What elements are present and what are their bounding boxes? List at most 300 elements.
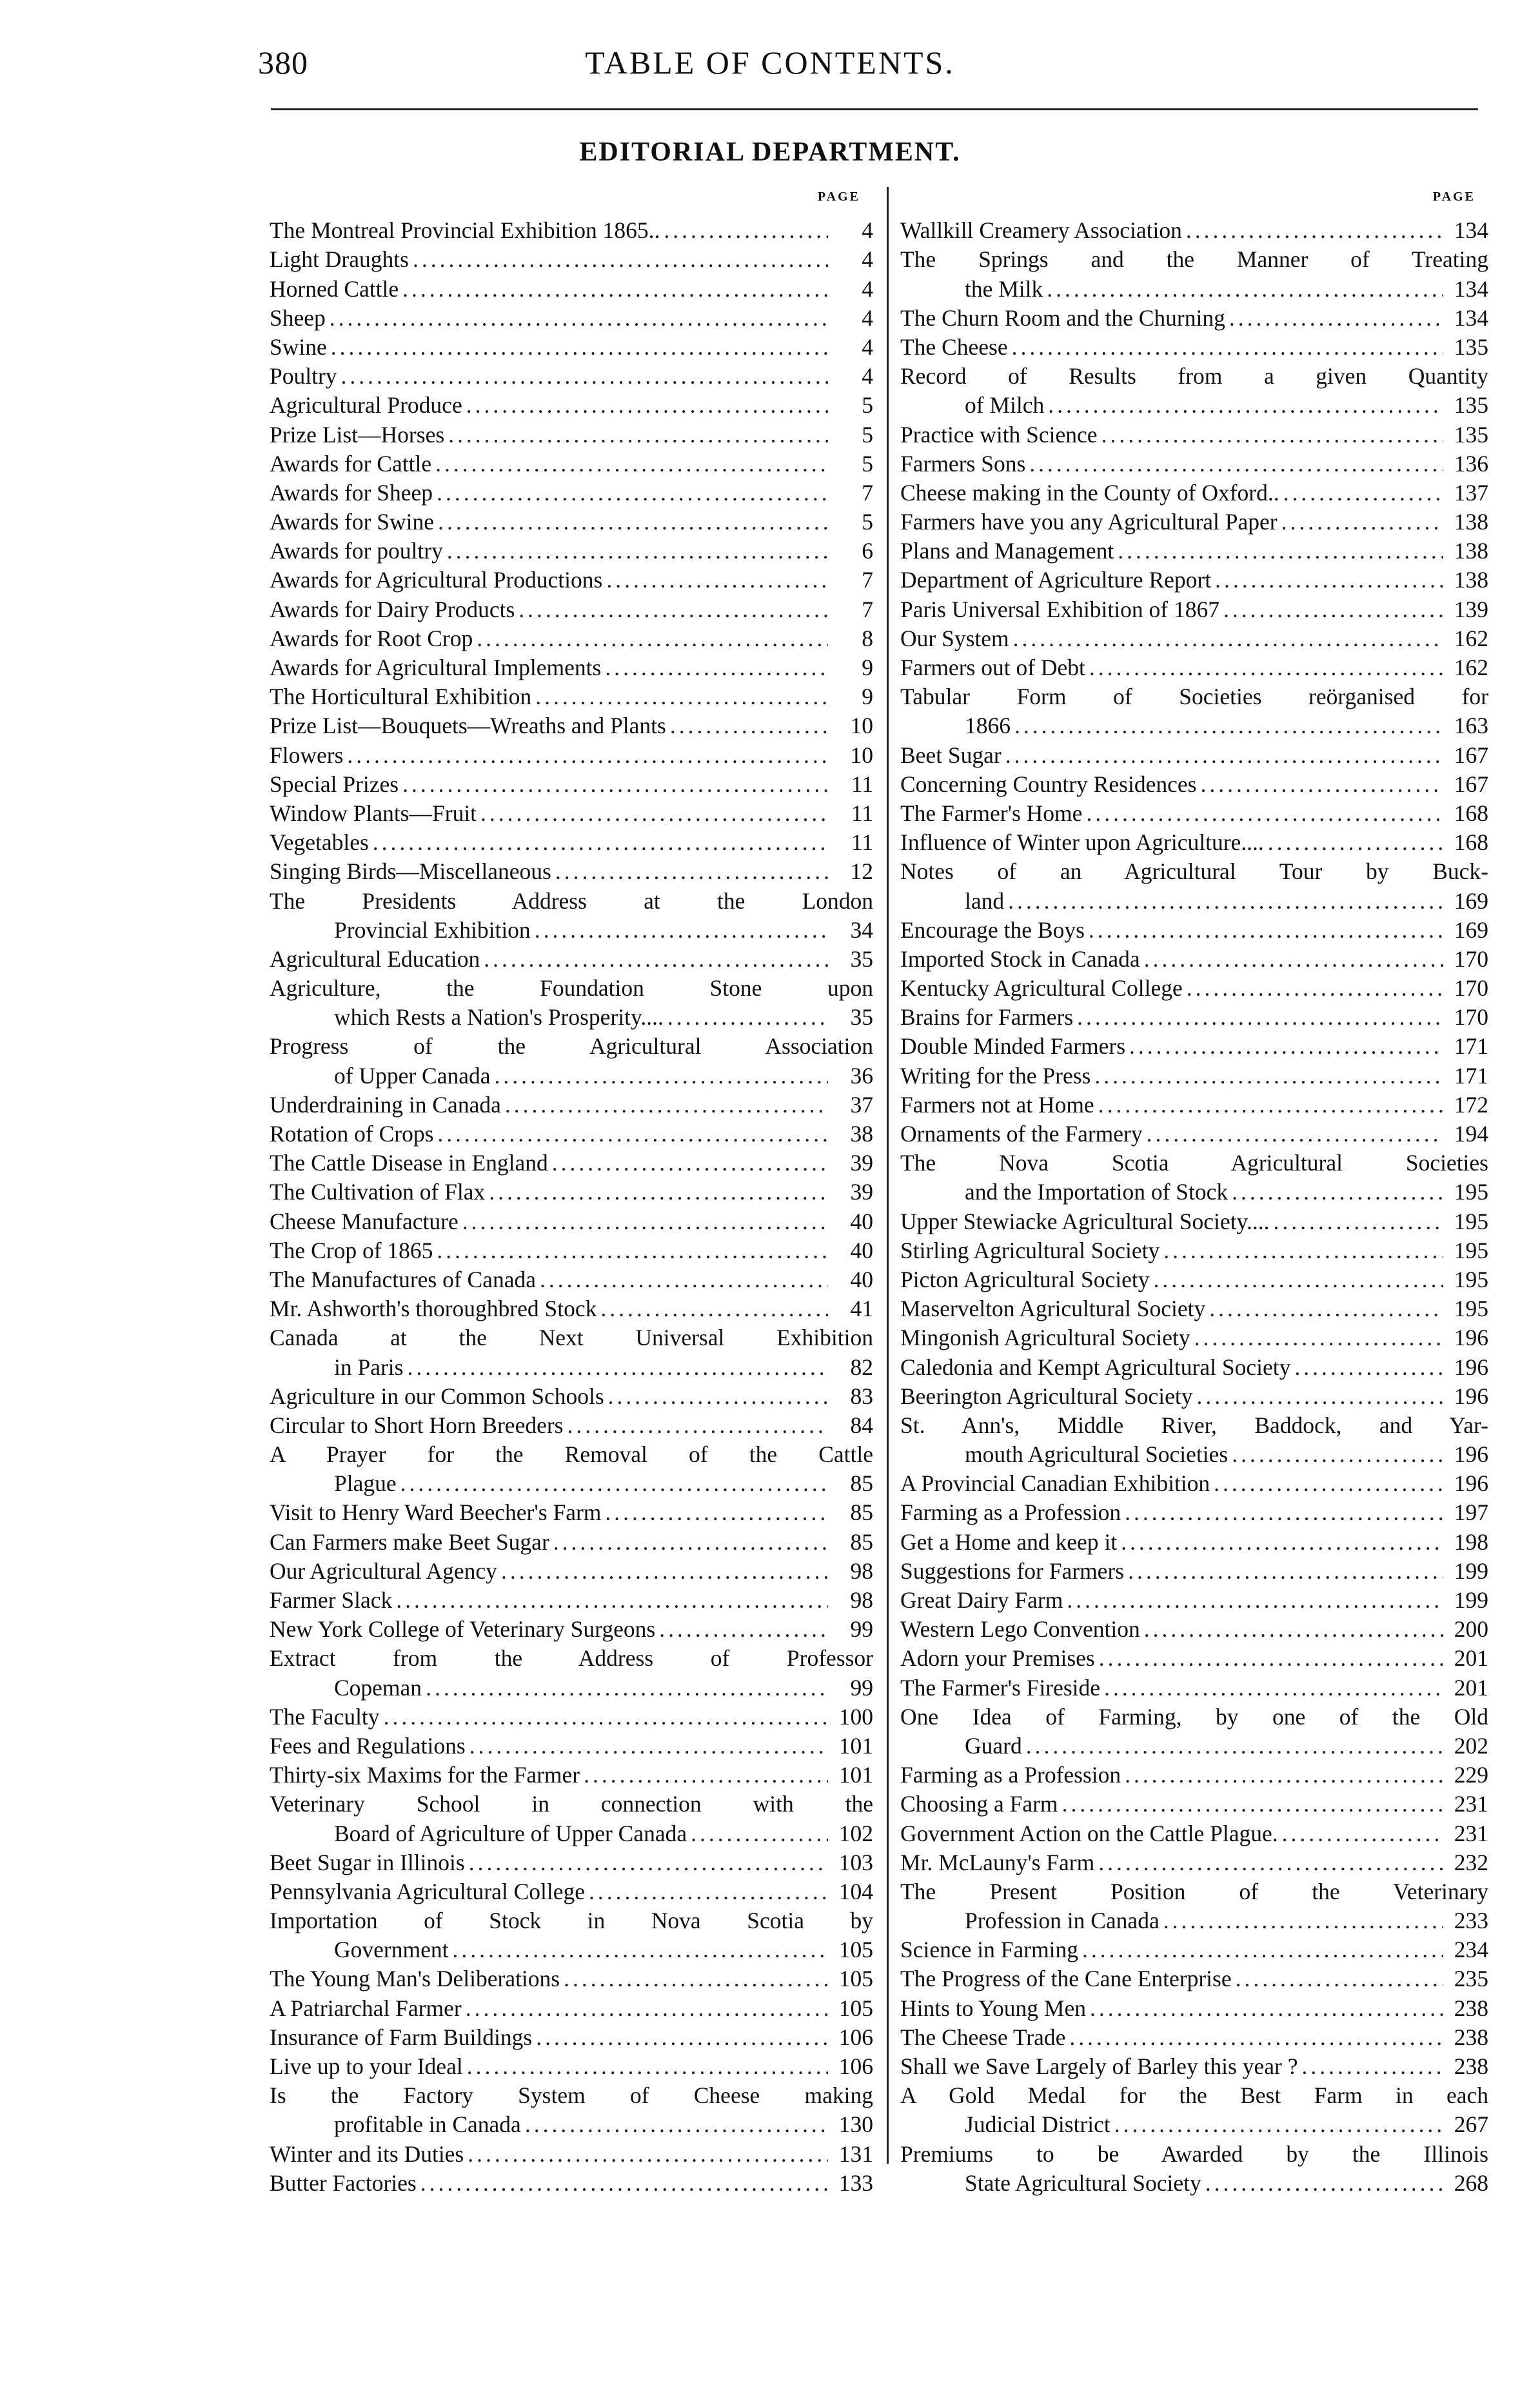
toc-entry — [270, 275, 873, 304]
entry-title-line — [270, 420, 873, 450]
entry-title-line — [900, 682, 1488, 711]
toc-entry — [900, 1964, 1488, 1993]
entry-continuation-line — [270, 1674, 873, 1703]
toc-entry — [270, 1498, 873, 1527]
entry-title-line — [900, 1236, 1488, 1265]
entry-page-number: 139 — [1454, 596, 1488, 622]
entry-page-number: 162 — [1454, 625, 1488, 651]
entry-title-line — [900, 1294, 1488, 1323]
entry-title: Singing Birds—Miscellaneous — [270, 858, 551, 885]
dot-leader — [1047, 275, 1443, 304]
page-column-label: PAGE — [817, 190, 860, 204]
entry-continuation-line — [270, 916, 873, 945]
entry-title: Visit to Henry Ward Beecher's Farm — [270, 1499, 602, 1526]
entry-title-line — [270, 1382, 873, 1411]
dot-leader — [1232, 1440, 1443, 1469]
entry-page-number: 229 — [1454, 1762, 1488, 1788]
dot-leader — [555, 857, 828, 886]
entry-title: Plans and Management — [900, 538, 1114, 564]
entry-title-line — [900, 1149, 1488, 1178]
dot-leader — [1069, 2023, 1443, 2052]
entry-page-number: 200 — [1454, 1616, 1488, 1643]
entry-title: Farmer Slack — [270, 1587, 393, 1613]
entry-page-number: 98 — [850, 1587, 873, 1613]
dot-leader — [1186, 216, 1443, 245]
entry-title-line — [900, 1207, 1488, 1236]
entry-title-line — [900, 1120, 1488, 1149]
page-column-label: PAGE — [1432, 190, 1476, 204]
entry-title-line — [900, 1469, 1488, 1498]
entry-title-line — [900, 508, 1488, 537]
toc-entry — [270, 1265, 873, 1294]
entry-title: Agricultural Produce — [270, 392, 462, 419]
dot-leader — [608, 1382, 828, 1411]
entry-title: Can Farmers make Beet Sugar — [270, 1528, 549, 1555]
entry-title: The Horticultural Exhibition — [270, 684, 532, 710]
entry-page-number: 11 — [851, 829, 873, 856]
dot-leader — [435, 450, 828, 479]
entry-page-number: 39 — [850, 1179, 873, 1205]
toc-entry — [900, 1703, 1488, 1761]
entry-title: which Rests a Nation's Prosperity.... — [334, 1004, 664, 1031]
entry-title: Board of Agriculture of Upper Canada — [334, 1820, 687, 1846]
dot-leader — [525, 2110, 828, 2139]
entry-page-number: 138 — [1454, 509, 1488, 535]
entry-title-line — [900, 362, 1488, 391]
dot-leader — [448, 420, 828, 450]
entry-title-line — [900, 245, 1488, 274]
toc-entry — [900, 1091, 1488, 1120]
entry-page-number: 137 — [1454, 479, 1488, 506]
entry-title: and the Importation of Stock — [965, 1179, 1229, 1205]
entry-page-number: 4 — [862, 217, 873, 244]
entry-page-number: 11 — [851, 800, 873, 826]
toc-entry — [900, 1761, 1488, 1790]
toc-entry — [900, 566, 1488, 595]
toc-entry — [900, 653, 1488, 682]
entry-page-number: 170 — [1454, 1004, 1488, 1031]
entry-title-line — [900, 1353, 1488, 1382]
toc-entry — [270, 1790, 873, 1848]
toc-entry — [270, 1236, 873, 1265]
dot-leader — [505, 1091, 828, 1120]
dot-leader — [1125, 1761, 1443, 1790]
dot-leader — [1014, 711, 1443, 740]
dot-leader — [1294, 1353, 1443, 1382]
entry-title-line — [900, 450, 1488, 479]
dot-leader — [468, 2140, 828, 2169]
entry-page-number: 85 — [850, 1528, 873, 1555]
entry-page-number: 34 — [850, 916, 873, 943]
entry-page-number: 238 — [1454, 2053, 1488, 2079]
entry-title: Cheese Manufacture — [270, 1208, 459, 1234]
entry-title: Upper Stewiacke Agricultural Society.... — [900, 1208, 1270, 1234]
dot-leader — [1077, 1003, 1443, 1032]
toc-entry — [900, 245, 1488, 303]
entry-title-line — [900, 1848, 1488, 1877]
toc-entry — [270, 595, 873, 624]
entry-title-line — [900, 770, 1488, 799]
dot-leader — [1194, 1323, 1443, 1352]
entry-title: Prize List—Bouquets—Wreaths and Plants — [270, 713, 666, 739]
entry-title: The Cattle Disease in England — [270, 1150, 548, 1176]
entry-title-line — [900, 304, 1488, 333]
entry-title: Farming as a Profession — [900, 1499, 1121, 1526]
toc-entry — [900, 1528, 1488, 1557]
entry-title: Extract from the Address of Professor — [270, 1645, 873, 1672]
toc-entry — [900, 1294, 1488, 1323]
dot-leader — [540, 1265, 828, 1294]
dot-leader — [1008, 887, 1443, 916]
entry-title-line — [270, 2140, 873, 2169]
entry-title: Vegetables — [270, 829, 369, 856]
entry-title-line — [900, 857, 1488, 886]
toc-entry — [270, 508, 873, 537]
dot-leader — [605, 653, 828, 682]
entry-continuation-line — [900, 711, 1488, 740]
column-divider — [887, 187, 889, 2164]
entry-page-number: 9 — [862, 684, 873, 710]
toc-entry — [900, 1003, 1488, 1032]
dot-leader — [1012, 333, 1443, 362]
toc-entry — [270, 1964, 873, 1993]
entry-title: Special Prizes — [270, 771, 399, 797]
toc-entry — [270, 1848, 873, 1877]
entry-page-number: 136 — [1454, 450, 1488, 477]
entry-page-number: 39 — [850, 1150, 873, 1176]
dot-leader — [408, 1353, 829, 1382]
entry-page-number: 36 — [850, 1062, 873, 1089]
right-column — [900, 187, 1488, 2198]
toc-entry — [270, 1586, 873, 1615]
toc-entry — [270, 1411, 873, 1440]
dot-leader — [1121, 1528, 1443, 1557]
entry-page-number: 83 — [850, 1383, 873, 1409]
entry-title: Our System — [900, 625, 1009, 651]
toc-entry — [270, 711, 873, 740]
toc-entry — [900, 2023, 1488, 2052]
entry-page-number: 102 — [838, 1820, 873, 1846]
dot-leader — [535, 682, 828, 711]
entry-page-number: 40 — [850, 1266, 873, 1292]
entry-title: of Milch — [965, 392, 1045, 419]
dot-leader — [1048, 391, 1443, 420]
entry-title-line — [270, 1032, 873, 1061]
toc-entry — [900, 333, 1488, 362]
entry-title: The Montreal Provincial Exhibition 1865.. — [270, 217, 660, 244]
dot-leader — [1163, 1906, 1443, 1935]
dot-leader — [1082, 1935, 1443, 1964]
toc-entry — [270, 304, 873, 333]
entry-page-number: 231 — [1454, 1791, 1488, 1817]
toc-entry — [270, 333, 873, 362]
dot-leader — [1282, 1819, 1443, 1848]
entry-page-number: 101 — [838, 1762, 873, 1788]
entry-title-line — [900, 479, 1488, 508]
entry-continuation-line — [900, 2110, 1488, 2139]
dot-leader — [584, 1761, 828, 1790]
dot-leader — [1067, 1586, 1443, 1615]
toc-entry — [900, 1557, 1488, 1586]
toc-entry — [270, 566, 873, 595]
entry-title-line — [900, 537, 1488, 566]
entry-title: the Milk — [965, 275, 1043, 302]
entry-page-number: 197 — [1454, 1499, 1488, 1526]
entry-page-number: 267 — [1454, 2111, 1488, 2138]
entry-page-number: 103 — [838, 1849, 873, 1875]
dot-leader — [1026, 1732, 1443, 1761]
entry-page-number: 194 — [1454, 1121, 1488, 1147]
dot-leader — [402, 275, 828, 304]
entry-page-number: 99 — [850, 1674, 873, 1701]
entry-title-line — [270, 1265, 873, 1294]
entry-page-number: 201 — [1454, 1645, 1488, 1672]
dot-leader — [1094, 1062, 1443, 1091]
entry-title-line — [270, 595, 873, 624]
entry-page-number: 8 — [862, 625, 873, 651]
entry-title: Farming as a Profession — [900, 1762, 1121, 1788]
entry-page-number: 4 — [862, 304, 873, 331]
entry-continuation-line — [900, 391, 1488, 420]
left-column — [270, 187, 873, 2198]
entry-page-number: 169 — [1454, 887, 1488, 914]
toc-entry — [270, 420, 873, 450]
dot-leader — [1101, 420, 1443, 450]
entry-continuation-line — [270, 1819, 873, 1848]
toc-entry — [270, 1120, 873, 1149]
entry-title: Hints to Young Men — [900, 1995, 1087, 2021]
entry-title-line — [270, 945, 873, 974]
dot-leader — [1209, 1294, 1443, 1323]
entry-title: Cheese making in the County of Oxford.. — [900, 479, 1279, 506]
dot-leader — [347, 741, 828, 770]
entry-title-line — [270, 1440, 873, 1469]
entry-title-line — [270, 974, 873, 1003]
dot-leader — [469, 1732, 828, 1761]
entry-continuation-line — [900, 1906, 1488, 1935]
entry-page-number: 233 — [1454, 1908, 1488, 1934]
dot-leader — [1283, 479, 1443, 508]
toc-entry — [900, 420, 1488, 450]
entry-continuation-line — [900, 275, 1488, 304]
dot-leader — [437, 1236, 828, 1265]
toc-entry — [900, 857, 1488, 915]
dot-leader — [1005, 741, 1443, 770]
entry-page-number: 134 — [1454, 217, 1488, 244]
dot-leader — [495, 1062, 829, 1091]
entry-title: Science in Farming — [900, 1937, 1079, 1963]
toc-entry — [270, 1761, 873, 1790]
entry-title-line — [900, 828, 1488, 857]
entry-page-number: 5 — [862, 450, 873, 477]
toc-entry — [270, 741, 873, 770]
entry-title: Double Minded Farmers — [900, 1033, 1126, 1060]
toc-entry — [270, 1149, 873, 1178]
dot-leader — [1129, 1032, 1443, 1061]
dot-leader — [330, 304, 828, 333]
toc-entry — [900, 304, 1488, 333]
toc-entry — [900, 1469, 1488, 1498]
entry-title-line — [270, 2081, 873, 2110]
entry-title-line — [270, 1323, 873, 1352]
entry-title: Our Agricultural Agency — [270, 1557, 497, 1584]
entry-page-number: 9 — [862, 655, 873, 680]
entry-title: Live up to your Ideal — [270, 2053, 463, 2079]
entry-title-line — [900, 1382, 1488, 1411]
entry-title-line — [270, 828, 873, 857]
dot-leader — [396, 1586, 828, 1615]
entry-title: of Upper Canada — [334, 1062, 491, 1089]
entry-title: The Faculty — [270, 1703, 380, 1730]
entry-title: Awards for Cattle — [270, 450, 432, 477]
entry-title-line — [900, 333, 1488, 362]
entry-title: Provincial Exhibition — [334, 916, 531, 943]
entry-page-number: 5 — [862, 509, 873, 535]
entry-title-line — [270, 1557, 873, 1586]
entry-title: The Manufactures of Canada — [270, 1266, 536, 1292]
entry-title: Picton Agricultural Society — [900, 1266, 1150, 1292]
entry-title: Circular to Short Horn Breeders — [270, 1412, 564, 1438]
entry-page-number: 170 — [1454, 945, 1488, 972]
dot-leader — [1215, 566, 1443, 595]
entry-page-number: 169 — [1454, 916, 1488, 943]
dot-leader — [1163, 1236, 1443, 1265]
entry-page-number: 10 — [850, 713, 873, 739]
entry-title-line — [270, 479, 873, 508]
entry-title: The Cheese Trade — [900, 2024, 1066, 2050]
dot-leader — [426, 1674, 828, 1703]
toc-entry — [900, 1586, 1488, 1615]
toc-entry — [900, 2052, 1488, 2081]
entry-title: Paris Universal Exhibition of 1867 — [900, 596, 1219, 622]
entry-title: Choosing a Farm — [900, 1791, 1058, 1817]
dot-leader — [1187, 974, 1443, 1003]
entry-title-line — [900, 624, 1488, 653]
dot-leader — [331, 333, 828, 362]
entry-title-line — [270, 741, 873, 770]
entry-title-line — [270, 1732, 873, 1761]
entry-title-line — [270, 1790, 873, 1819]
toc-entry — [900, 624, 1488, 653]
dot-leader — [437, 1120, 828, 1149]
entry-title-line — [900, 1674, 1488, 1703]
entry-continuation-line — [900, 1178, 1488, 1207]
entry-title: Swine — [270, 333, 327, 360]
dot-leader — [1013, 624, 1443, 653]
toc-entry — [270, 857, 873, 886]
toc-entry — [900, 1207, 1488, 1236]
dot-leader — [552, 1149, 828, 1178]
entry-page-number: 105 — [838, 1937, 873, 1963]
entry-title: The Present Position of the Veterinary — [900, 1878, 1488, 1904]
toc-entry — [900, 1994, 1488, 2023]
entry-title-line — [270, 1964, 873, 1993]
entry-title: Flowers — [270, 742, 344, 768]
entry-title: profitable in Canada — [334, 2111, 521, 2138]
entry-title: Farmers out of Debt — [900, 655, 1085, 680]
entry-title-line — [270, 1761, 873, 1790]
dot-leader — [1089, 916, 1443, 945]
entry-title: 1866 — [965, 713, 1011, 739]
entry-page-number: 172 — [1454, 1091, 1488, 1118]
entry-title: Canada at the Next Universal Exhibition — [270, 1325, 873, 1351]
entry-title: Light Draughts — [270, 246, 409, 273]
toc-entry — [900, 1790, 1488, 1819]
entry-page-number: 195 — [1454, 1237, 1488, 1263]
entry-title: Mr. Ashworth's thoroughbred Stock — [270, 1296, 597, 1322]
entry-title: Veterinary School in connection with the — [270, 1791, 873, 1817]
entry-continuation-line — [270, 1062, 873, 1091]
toc-entry — [900, 1935, 1488, 1964]
toc-entry — [900, 1877, 1488, 1935]
entry-title-line — [900, 1761, 1488, 1790]
toc-entry — [270, 479, 873, 508]
entry-title: The Nova Scotia Agricultural Societies — [900, 1150, 1488, 1176]
entry-page-number: 168 — [1454, 829, 1488, 856]
entry-title: Winter and its Duties — [270, 2140, 464, 2167]
entry-page-number: 7 — [862, 567, 873, 593]
entry-page-number: 35 — [850, 945, 873, 972]
entry-title-line — [900, 2052, 1488, 2081]
toc-entry — [270, 828, 873, 857]
entry-title-line — [270, 566, 873, 595]
dot-leader — [518, 595, 828, 624]
dot-leader — [341, 362, 828, 391]
entry-title: Great Dairy Farm — [900, 1587, 1063, 1613]
entry-title: Pennsylvania Agricultural College — [270, 1878, 586, 1904]
toc-entry — [270, 624, 873, 653]
entry-title-line — [270, 216, 873, 245]
entry-page-number: 131 — [838, 2140, 873, 2167]
entry-title: Awards for Agricultural Implements — [270, 655, 602, 680]
entry-title: Butter Factories — [270, 2169, 417, 2196]
entry-page-number: 162 — [1454, 655, 1488, 680]
entry-page-number: 231 — [1454, 1820, 1488, 1846]
entry-title: Agriculture in our Common Schools — [270, 1383, 604, 1409]
entry-title-line — [900, 916, 1488, 945]
entry-page-number: 234 — [1454, 1937, 1488, 1963]
toc-entry — [900, 1323, 1488, 1352]
entry-page-number: 138 — [1454, 538, 1488, 564]
entry-continuation-line — [900, 887, 1488, 916]
entry-page-number: 167 — [1454, 742, 1488, 768]
entry-page-number: 171 — [1454, 1033, 1488, 1060]
dot-leader — [1090, 1994, 1443, 2023]
entry-title: Sheep — [270, 304, 326, 331]
entry-title-line — [270, 275, 873, 304]
entry-page-number: 130 — [838, 2111, 873, 2138]
entry-title: Notes of an Agricultural Tour by Buck- — [900, 858, 1488, 885]
dot-leader — [606, 566, 828, 595]
entry-title: Tabular Form of Societies reörganised for — [900, 684, 1488, 710]
entry-page-number: 98 — [850, 1557, 873, 1584]
entry-continuation-line — [270, 1003, 873, 1032]
entry-title: St. Ann's, Middle River, Baddock, and Yar- — [900, 1412, 1488, 1438]
entry-title-line — [270, 1644, 873, 1673]
entry-page-number: 85 — [850, 1470, 873, 1497]
entry-page-number: 4 — [862, 363, 873, 390]
entry-title-line — [270, 711, 873, 740]
entry-title: Importation of Stock in Nova Scotia by — [270, 1908, 873, 1934]
entry-page-number: 135 — [1454, 392, 1488, 419]
toc-entry — [270, 887, 873, 945]
section-title: EDITORIAL DEPARTMENT. — [579, 137, 961, 167]
dot-leader — [564, 1964, 828, 1993]
entry-title: Awards for Swine — [270, 509, 435, 535]
entry-title-line — [900, 1062, 1488, 1091]
entry-title: Beet Sugar — [900, 742, 1002, 768]
entry-title-line — [270, 391, 873, 420]
